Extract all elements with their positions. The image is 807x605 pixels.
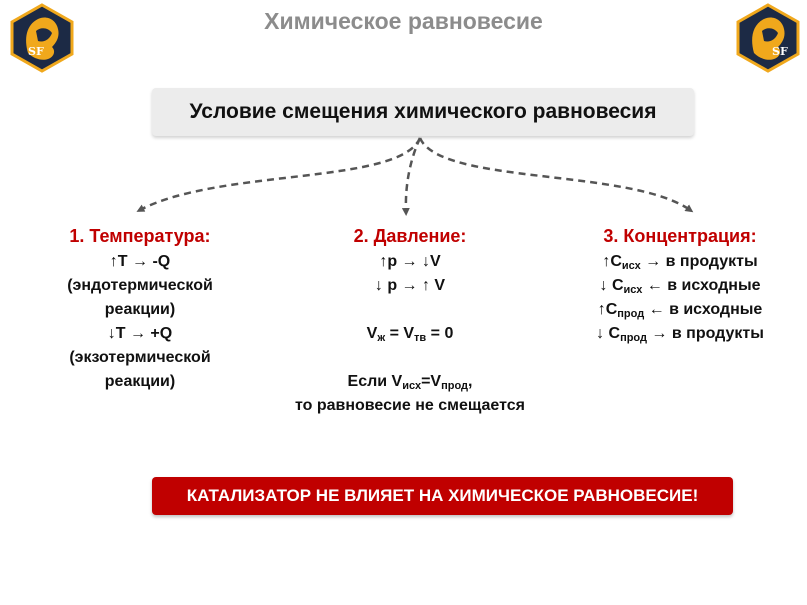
temperature-line: реакции) [104, 373, 176, 390]
pressure-conclusion: то равновесие не смещается [295, 397, 525, 414]
temperature-column [20, 224, 260, 394]
logo-text: SF [772, 45, 788, 58]
lion-logo-icon [8, 3, 76, 73]
conc-sub: исх [623, 284, 643, 296]
volume-condition [270, 370, 550, 394]
conc-part: ← в исходные [642, 277, 761, 294]
vol-part: = V [385, 325, 415, 342]
conc-part: ↓ C [596, 325, 621, 342]
temperature-line: (эндотермической [67, 277, 213, 294]
conc-part: ↑C [597, 301, 618, 318]
slide-title: Химическое равновесие [264, 8, 543, 34]
lion-logo-icon [734, 3, 802, 73]
arrow-to-concentration [420, 138, 690, 210]
vol-sub: тв [414, 332, 427, 344]
vol-sub: ж [377, 332, 386, 344]
main-condition-text: Условие смещения химического равновесия [189, 100, 657, 123]
conc-part: ↑C [602, 253, 622, 270]
vol-part: = 0 [426, 325, 454, 342]
concentration-line [555, 250, 805, 274]
cond-part: Если V [347, 373, 403, 390]
cond-part: , [468, 373, 473, 390]
cond-part: =V [421, 373, 442, 390]
temperature-line: ↓T → +Q [107, 325, 173, 342]
conc-sub: прод [620, 332, 647, 344]
pressure-line: ↑p → ↓V [379, 253, 441, 270]
temperature-line: ↑T → -Q [109, 253, 171, 270]
vol-part: V [366, 325, 378, 342]
cond-sub: прод [441, 380, 469, 392]
conc-sub: прод [617, 308, 645, 320]
pressure-heading: 2. Давление: [353, 226, 467, 246]
conc-part: ← в исходные [644, 301, 763, 318]
pressure-column [270, 224, 550, 418]
temperature-heading: 1. Температура: [69, 226, 211, 246]
temperature-line: реакции) [104, 301, 176, 318]
pressure-line: ↓ p → ↑ V [374, 277, 446, 294]
catalyst-banner-text: КАТАЛИЗАТОР НЕ ВЛИЯЕТ НА ХИМИЧЕСКОЕ РАВНОВЕСИЕ! [186, 486, 699, 505]
volume-equation [270, 322, 550, 346]
conc-part: → в продукты [640, 253, 758, 270]
cond-sub: исх [402, 380, 422, 392]
spacer [270, 346, 550, 370]
catalyst-banner [152, 477, 733, 515]
arrow-to-temperature [140, 138, 420, 210]
concentration-line [555, 298, 805, 322]
concentration-line [555, 274, 805, 298]
conc-part: → в продукты [646, 325, 764, 342]
spacer [270, 298, 550, 322]
main-condition-box [152, 88, 694, 136]
logo-text: SF [28, 45, 44, 58]
conc-sub: исх [621, 260, 641, 272]
concentration-heading: 3. Концентрация: [603, 226, 757, 246]
temperature-line: (экзотермической [69, 349, 211, 366]
arrow-to-pressure [406, 138, 420, 212]
conc-part: ↓ C [599, 277, 624, 294]
concentration-column [555, 224, 805, 346]
concentration-line [555, 322, 805, 346]
